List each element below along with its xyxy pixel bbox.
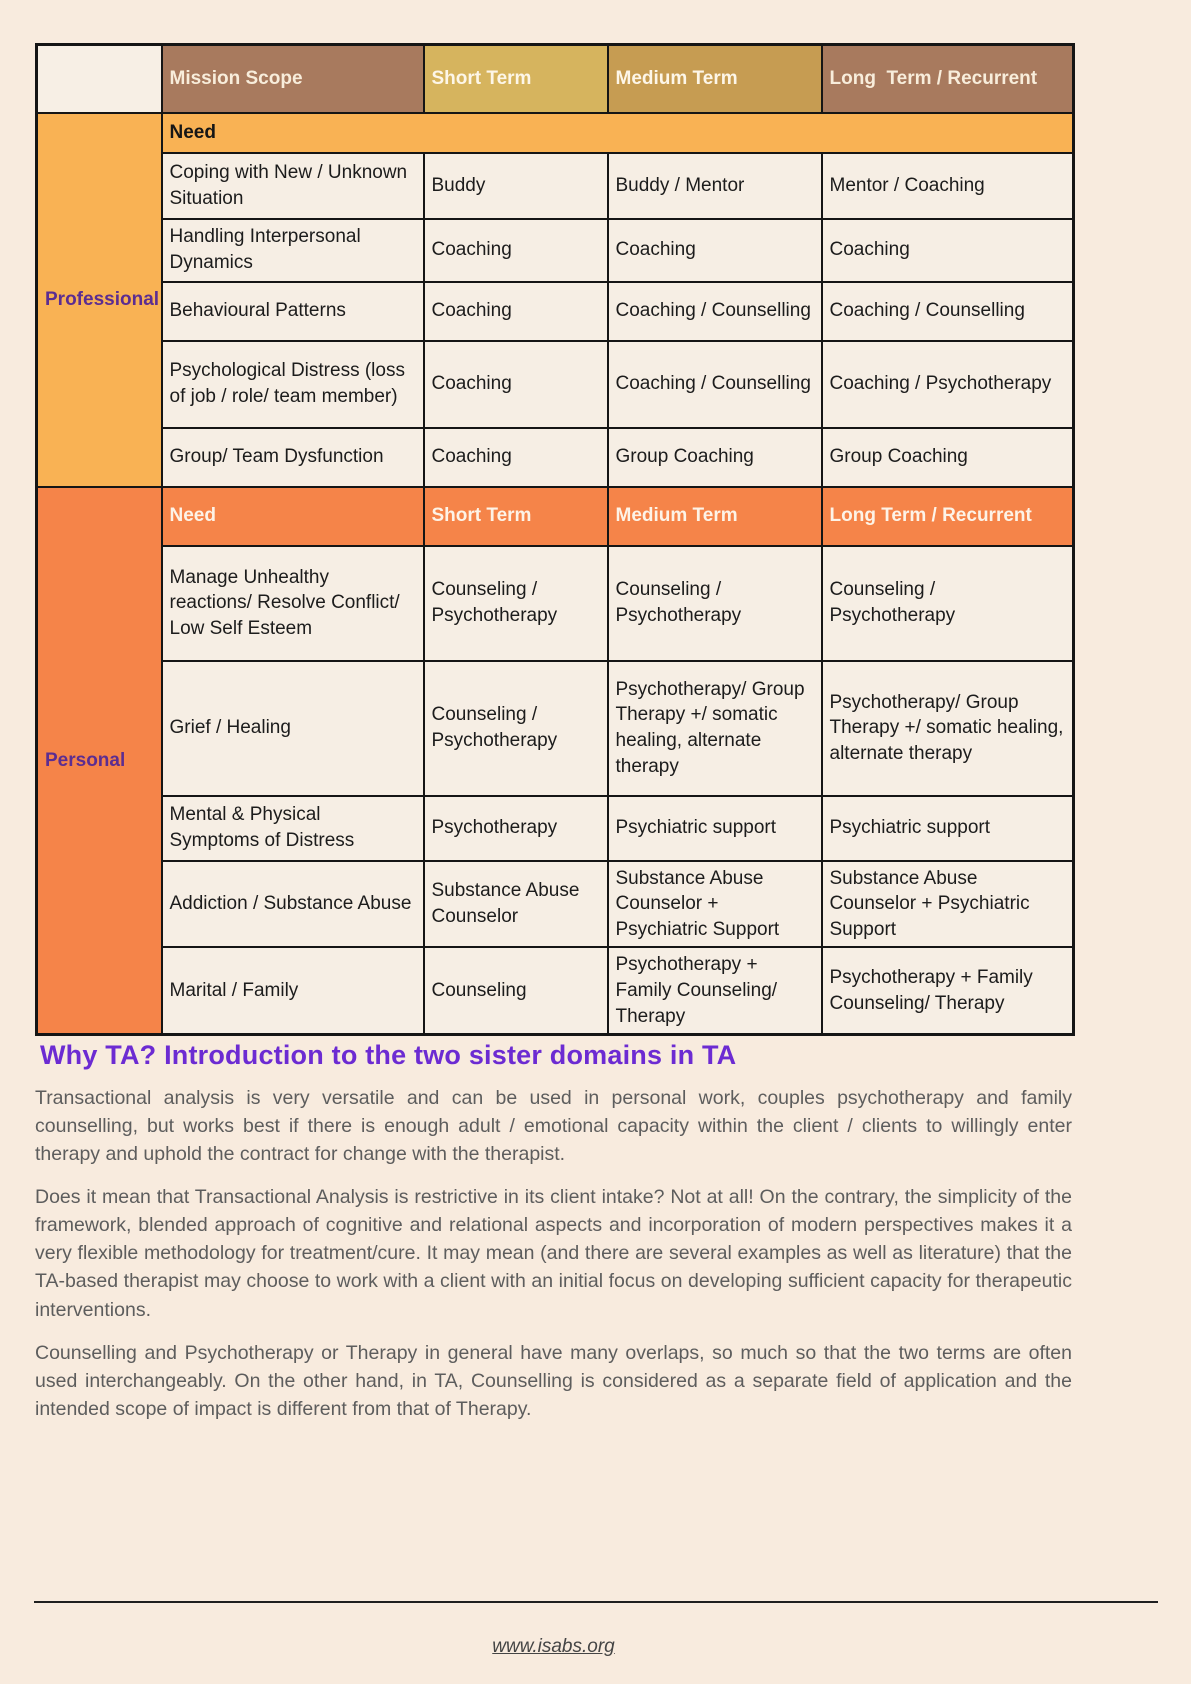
table-row	[37, 219, 1074, 282]
table-row	[37, 661, 1074, 796]
cell-short-term: Coaching	[424, 219, 608, 282]
cell-short-term: Coaching	[424, 341, 608, 428]
column-header-short-term: Short Term	[424, 45, 608, 113]
cell-medium-term: Group Coaching	[608, 428, 822, 487]
cell-long-term: Group Coaching	[822, 428, 1074, 487]
cell-short-term: Counseling	[424, 947, 608, 1034]
cell-short-term: Counseling / Psychotherapy	[424, 546, 608, 661]
cell-short-term: Coaching	[424, 282, 608, 341]
personal-header-medium-term: Medium Term	[608, 487, 822, 546]
body-paragraph: Transactional analysis is very versatile and can be used in personal work, couples psychotherapy and family counselling, but works best if there is enough adult / emotional capacity within the client / clients to willingly enter therapy and uphold the contract for change with the therapist.	[35, 1087, 1072, 1166]
table-row	[37, 796, 1074, 861]
professional-need-row	[37, 113, 1074, 153]
cell-medium-term: Coaching / Counselling	[608, 282, 822, 341]
cell-short-term: Counseling / Psychotherapy	[424, 661, 608, 796]
table-row	[37, 341, 1074, 428]
therapy-mapping-table	[35, 43, 1075, 1036]
article-section	[35, 1040, 1072, 1438]
cell-need: Coping with New / Unknown Situation	[162, 153, 424, 219]
footer-website-link[interactable]: www.isabs.org	[492, 1636, 615, 1657]
footer-divider	[34, 1601, 1158, 1603]
column-header-medium-term: Medium Term	[608, 45, 822, 113]
personal-header-short-term: Short Term	[424, 487, 608, 546]
cell-short-term: Substance Abuse Counselor	[424, 861, 608, 948]
cell-medium-term: Counseling / Psychotherapy	[608, 546, 822, 661]
cell-need: Handling Interpersonal Dynamics	[162, 219, 424, 282]
cell-need: Mental & Physical Symptoms of Distress	[162, 796, 424, 861]
table-row	[37, 861, 1074, 948]
professional-need-header: Need	[162, 113, 1074, 153]
cell-medium-term: Coaching / Counselling	[608, 341, 822, 428]
section-label-professional: Professional	[37, 113, 162, 487]
column-header-long-term: Long Term / Recurrent	[822, 45, 1074, 113]
cell-long-term: Psychotherapy + Family Counseling/ Therapy	[822, 947, 1074, 1034]
cell-medium-term: Psychiatric support	[608, 796, 822, 861]
footer	[35, 1636, 1072, 1658]
cell-short-term: Coaching	[424, 428, 608, 487]
cell-medium-term: Psychotherapy/ Group Therapy +/ somatic healing, alternate therapy	[608, 661, 822, 796]
cell-need: Group/ Team Dysfunction	[162, 428, 424, 487]
cell-long-term: Psychotherapy/ Group Therapy +/ somatic healing, alternate therapy	[822, 661, 1074, 796]
body-paragraph: Counselling and Psychotherapy or Therapy in general have many overlaps, so much so that the two terms are often used interchangeably. On the other hand, in TA, Counselling is considered as a separate field of application and the intended scope of impact is different from that of Therapy.	[35, 1341, 1072, 1420]
personal-header-need: Need	[162, 487, 424, 546]
cell-need: Addiction / Substance Abuse	[162, 861, 424, 948]
cell-long-term: Substance Abuse Counselor + Psychiatric Support	[822, 861, 1074, 948]
personal-header-long-term: Long Term / Recurrent	[822, 487, 1074, 546]
table-header-row	[37, 45, 1074, 113]
personal-header-row	[37, 487, 1074, 546]
cell-medium-term: Substance Abuse Counselor + Psychiatric Support	[608, 861, 822, 948]
cell-long-term: Psychiatric support	[822, 796, 1074, 861]
cell-medium-term: Buddy / Mentor	[608, 153, 822, 219]
cell-long-term: Mentor / Coaching	[822, 153, 1074, 219]
cell-long-term: Counseling / Psychotherapy	[822, 546, 1074, 661]
section-label-personal: Personal	[37, 487, 162, 1035]
table-row	[37, 546, 1074, 661]
cell-short-term: Buddy	[424, 153, 608, 219]
cell-long-term: Coaching	[822, 219, 1074, 282]
cell-need: Behavioural Patterns	[162, 282, 424, 341]
section-heading: Why TA? Introduction to the two sister domains in TA	[40, 1040, 737, 1070]
cell-long-term: Coaching / Counselling	[822, 282, 1074, 341]
cell-long-term: Coaching / Psychotherapy	[822, 341, 1074, 428]
table-row	[37, 947, 1074, 1034]
cell-need: Manage Unhealthy reactions/ Resolve Conflict/ Low Self Esteem	[162, 546, 424, 661]
table-row	[37, 428, 1074, 487]
cell-short-term: Psychotherapy	[424, 796, 608, 861]
column-header-mission-scope: Mission Scope	[162, 45, 424, 113]
table-body	[37, 45, 1074, 1035]
cell-medium-term: Coaching	[608, 219, 822, 282]
cell-medium-term: Psychotherapy + Family Counseling/ Therapy	[608, 947, 822, 1034]
table-corner-cell	[37, 45, 162, 113]
cell-need: Psychological Distress (loss of job / role/ team member)	[162, 341, 424, 428]
cell-need: Grief / Healing	[162, 661, 424, 796]
table-row	[37, 282, 1074, 341]
body-paragraph: Does it mean that Transactional Analysis is restrictive in its client intake? Not at all! On the contrary, the simplicity of the framework, blended approach of cognitive and relational aspects and incorporation of modern perspectives makes it a very flexible methodology for treatment/cure. It may mean (and there are several examples as well as literature) that the TA-based therapist may choose to work with a client with an initial focus on developing sufficient capacity for therapeutic interventions.	[35, 1186, 1072, 1321]
table-row	[37, 153, 1074, 219]
cell-need: Marital / Family	[162, 947, 424, 1034]
